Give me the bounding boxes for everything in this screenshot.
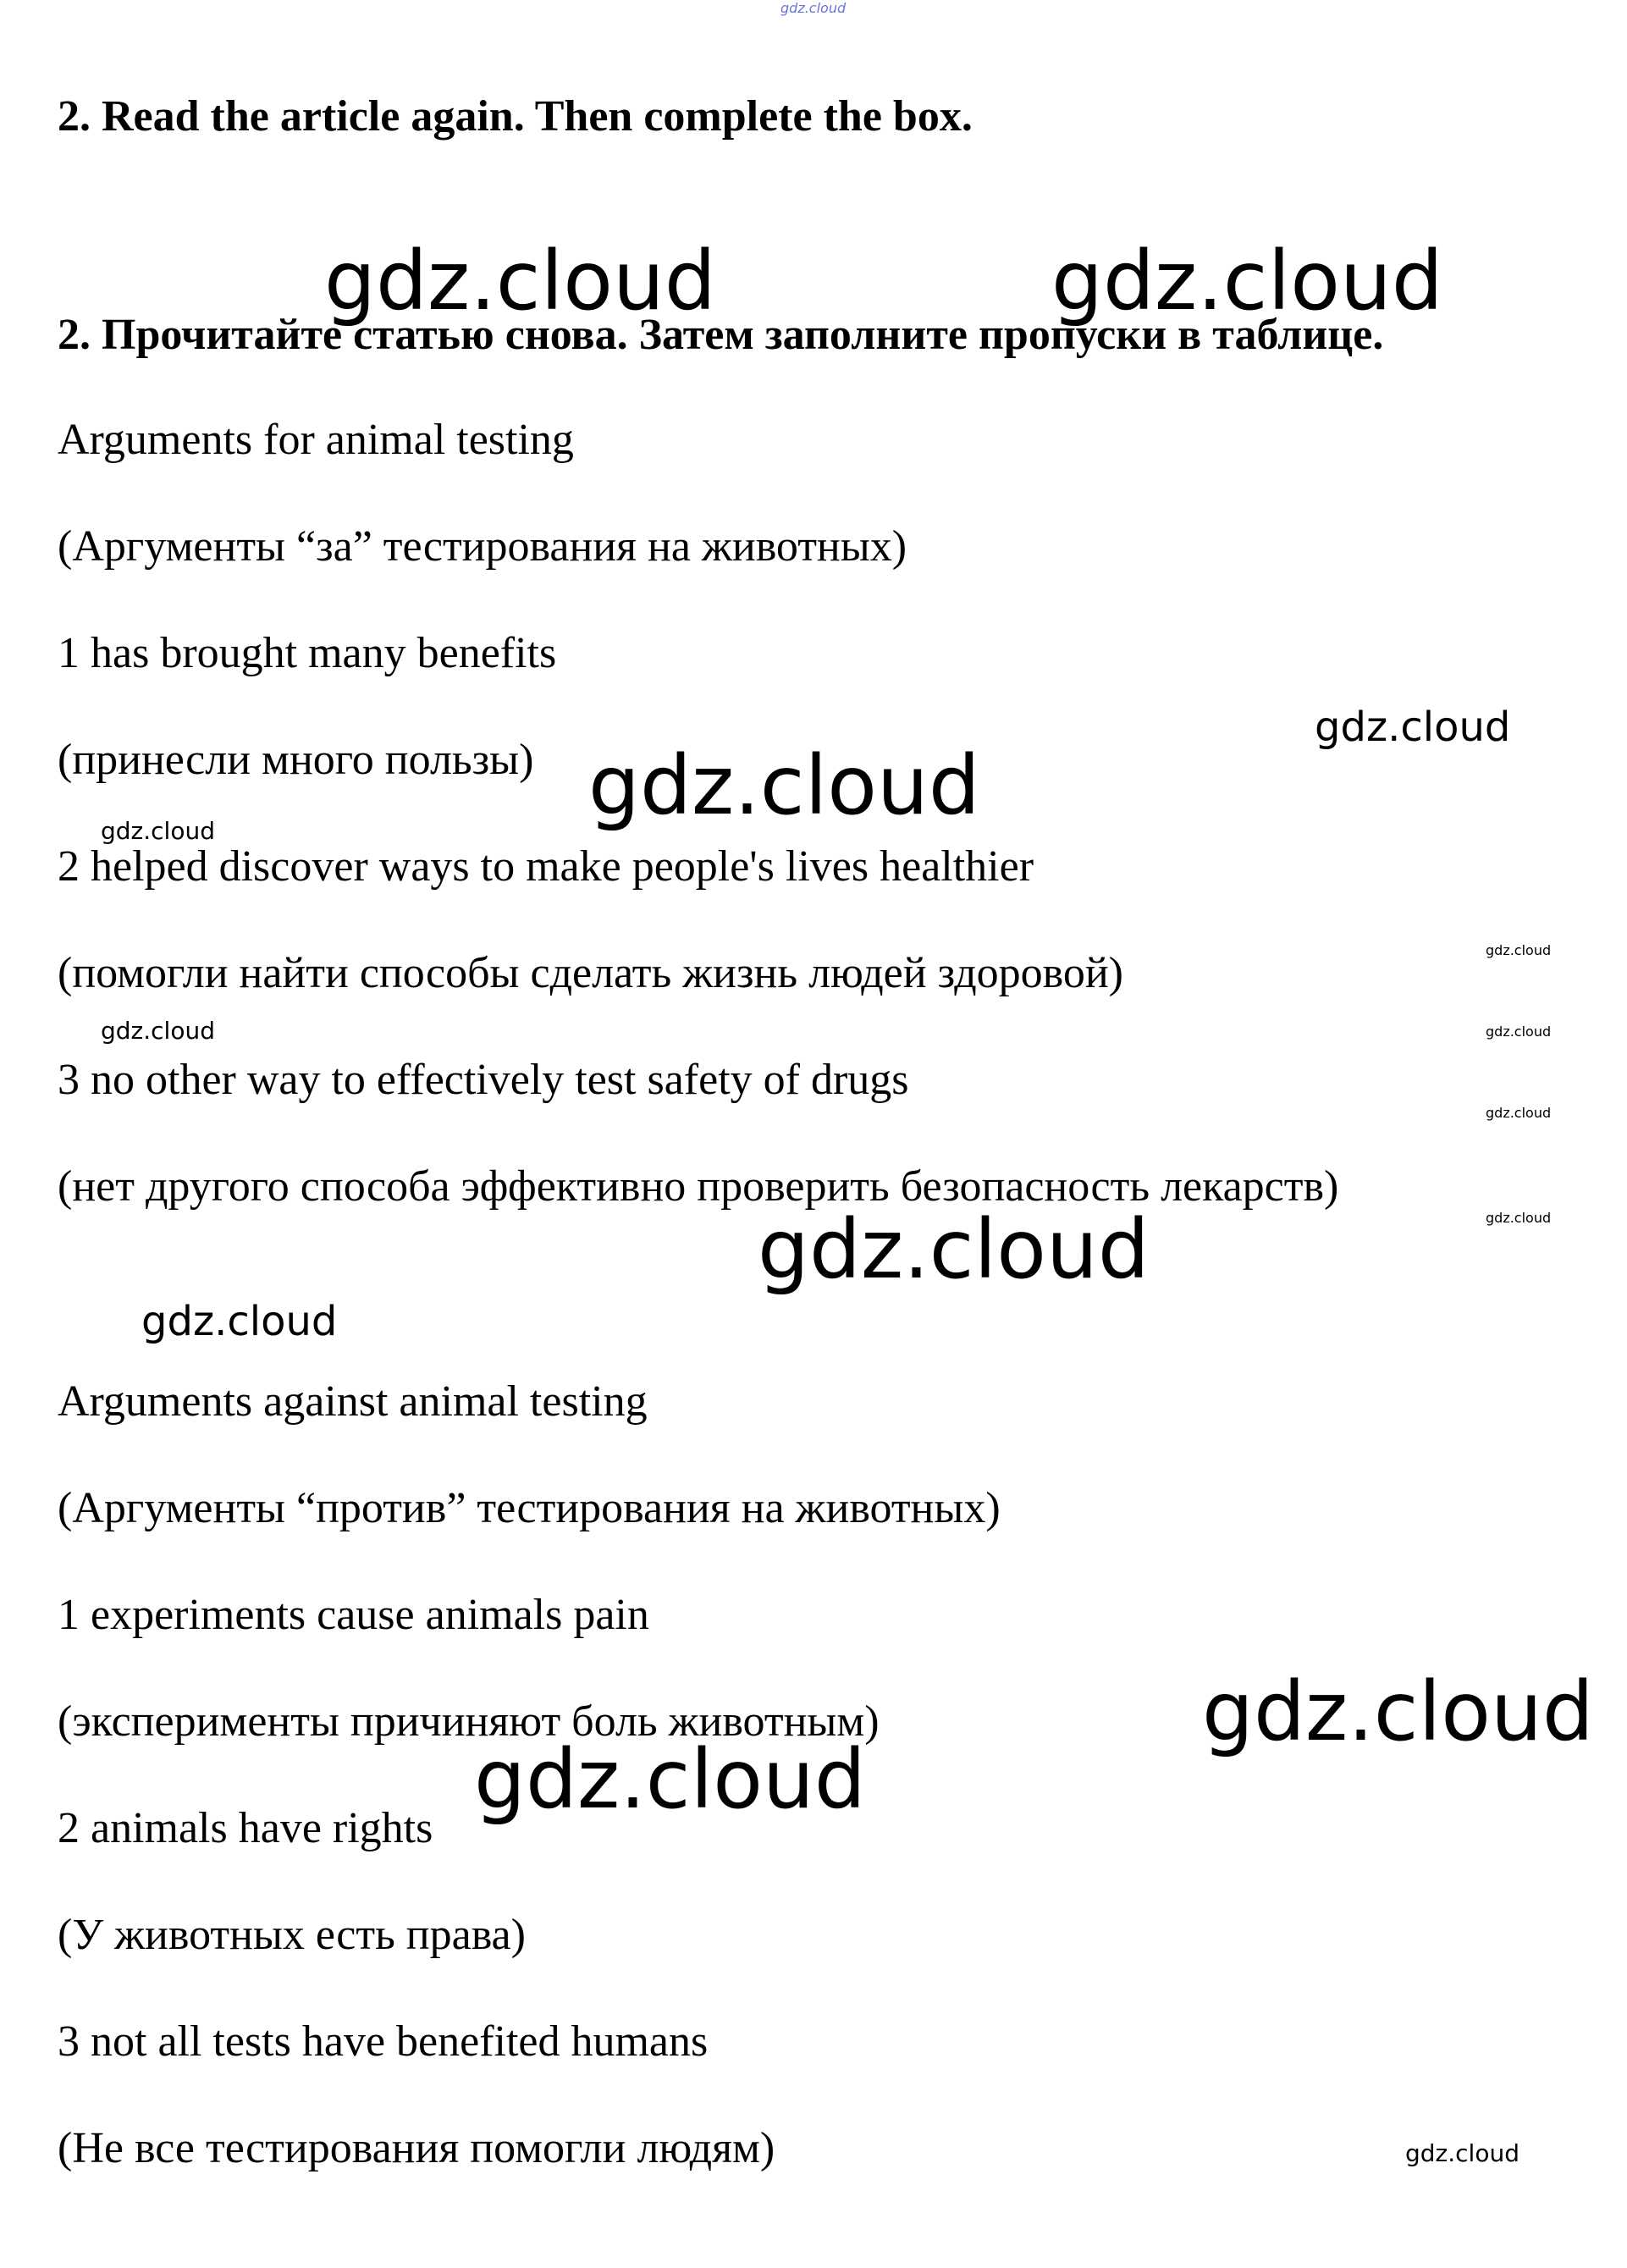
against-item-1-en: 1 experiments cause animals pain	[58, 1591, 649, 1639]
exercise-heading-ru: 2. Прочитайте статью снова. Затем заполните пропуски в таблице.	[58, 311, 1384, 359]
watermark-large: gdz.cloud	[758, 1202, 1150, 1297]
watermark-top: gdz.cloud	[780, 0, 847, 16]
watermark-large: gdz.cloud	[1202, 1664, 1594, 1759]
watermark-large: gdz.cloud	[324, 234, 716, 328]
for-item-1-en: 1 has brought many benefits	[58, 629, 557, 677]
for-item-1-ru: (принесли много пользы)	[58, 736, 534, 784]
against-title-en: Arguments against animal testing	[58, 1377, 648, 1426]
against-item-1-ru: (эксперименты причиняют боль животным)	[58, 1697, 880, 1746]
exercise-heading-en: 2. Read the article again. Then complete the box.	[58, 92, 973, 141]
for-item-2-ru: (помогли найти способы сделать жизнь людей здоровой)	[58, 949, 1123, 997]
watermark-tiny: gdz.cloud	[1486, 1105, 1552, 1121]
for-item-3-ru: (нет другого способа эффективно проверить безопасность лекарств)	[58, 1162, 1339, 1211]
watermark-medium: gdz.cloud	[1315, 704, 1511, 751]
watermark-medium: gdz.cloud	[141, 1298, 338, 1345]
watermark-large: gdz.cloud	[474, 1732, 866, 1827]
watermark-tiny: gdz.cloud	[1486, 1024, 1552, 1040]
against-item-2-ru: (У животных есть права)	[58, 1911, 526, 1959]
watermark-large: gdz.cloud	[1051, 234, 1443, 328]
against-item-2-en: 2 animals have rights	[58, 1804, 433, 1852]
for-item-2-en: 2 helped discover ways to make people's lives healthier	[58, 842, 1034, 891]
against-item-3-ru: (Не все тестирования помогли людям)	[58, 2124, 775, 2172]
watermark-small: gdz.cloud	[101, 1017, 215, 1045]
against-title-ru: (Аргументы “против” тестирования на животных)	[58, 1484, 1001, 1532]
watermark-tiny: gdz.cloud	[1486, 942, 1552, 958]
for-item-3-en: 3 no other way to effectively test safety of drugs	[58, 1056, 909, 1104]
watermark-tiny: gdz.cloud	[1486, 1210, 1552, 1226]
against-item-3-en: 3 not all tests have benefited humans	[58, 2017, 709, 2066]
watermark-small: gdz.cloud	[1405, 2139, 1519, 2167]
watermark-small: gdz.cloud	[101, 817, 215, 845]
for-title-en: Arguments for animal testing	[58, 416, 574, 464]
for-title-ru: (Аргументы “за” тестирования на животных)	[58, 522, 907, 571]
watermark-large: gdz.cloud	[588, 738, 980, 833]
